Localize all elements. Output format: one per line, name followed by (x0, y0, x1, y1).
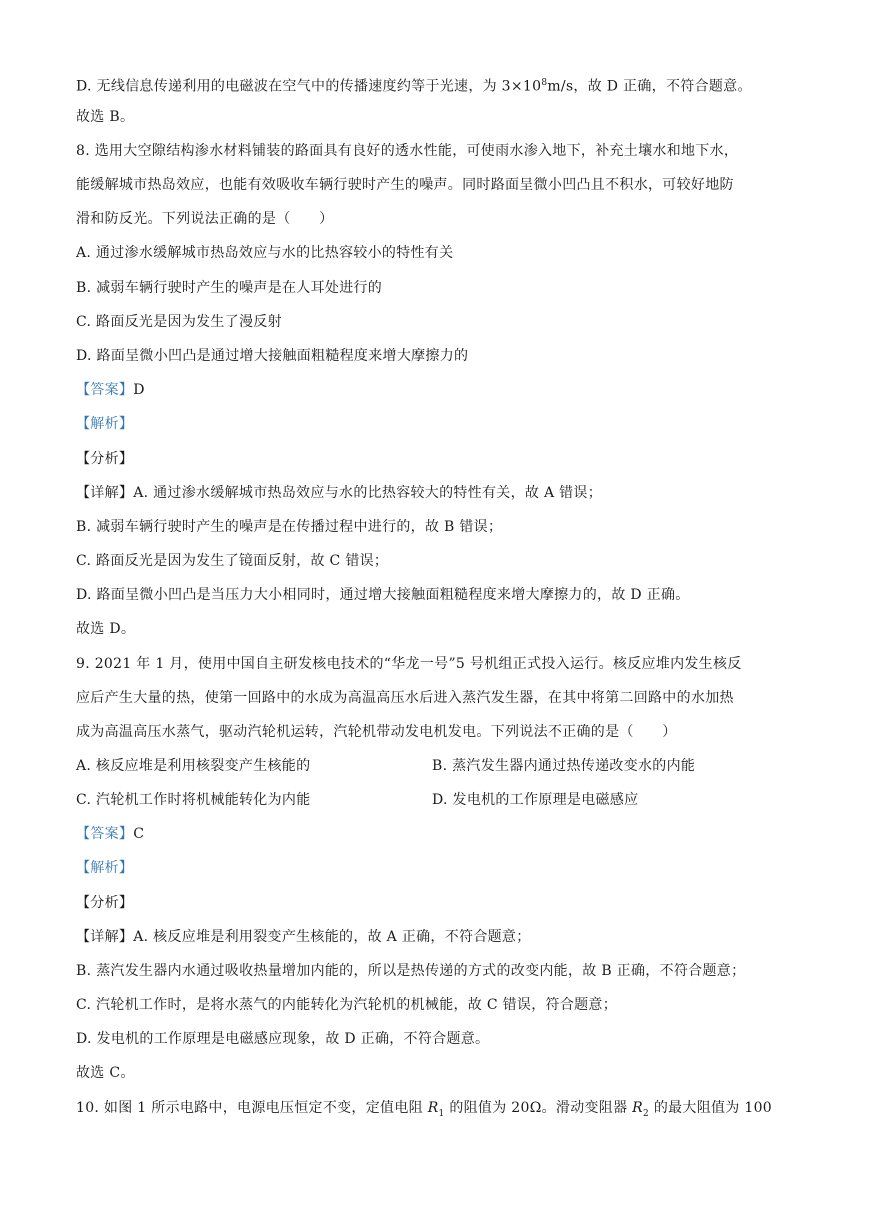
q9-conclusion: 故选 C。 (76, 1065, 135, 1081)
q8-option-a: A. 通过渗水缓解城市热岛效应与水的比热容较小的特性有关 (76, 245, 454, 261)
q8-detail-c: C. 路面反光是因为发生了镜面反射，故 C 错误； (76, 553, 389, 569)
q9-option-a: A. 核反应堆是利用核裂变产生核能的 (76, 758, 311, 774)
q9-detail-d: D. 发电机的工作原理是电磁感应现象，故 D 正确，不符合题意。 (76, 1031, 490, 1047)
q9-option-b: B. 蒸汽发生器内通过热传递改变水的内能 (432, 758, 696, 774)
q9-fenxi: 【分析】 (76, 895, 134, 911)
q8-stem-line-2: 能缓解城市热岛效应，也能有效吸收车辆行驶时产生的噪声。同时路面呈微小凹凸且不积水，可较好地防 (76, 177, 734, 193)
q8-option-c: C. 路面反光是因为发生了漫反射 (76, 314, 282, 330)
q9-stem-line-3: 成为高温高压水蒸气，驱动汽轮机运转，汽轮机带动发电机发电。下列说法不正确的是（ ） (76, 724, 677, 740)
q8-option-b: B. 减弱车辆行驶时产生的噪声是在人耳处进行的 (76, 280, 383, 296)
q9-option-c: C. 汽轮机工作时将机械能转化为内能 (76, 792, 311, 808)
q9-detail-a: 【详解】A. 核反应堆是利用裂变产生核能的，故 A 正确，不符合题意； (76, 929, 531, 945)
q9-stem-line-1: 9. 2021 年 1 月，使用中国自主研发核电技术的“华龙一号”5 号机组正式投入运行。核反应堆内发生核反 (76, 656, 742, 672)
q8-analysis-tag: 【解析】 (76, 416, 134, 432)
q8-detail-a: 【详解】A. 通过渗水缓解城市热岛效应与水的比热容较大的特性有关，故 A 错误； (76, 485, 603, 501)
q8-answer: 【答案】D (76, 382, 145, 398)
q8-stem-line-3: 滑和防反光。下列说法正确的是（ ） (76, 211, 334, 227)
q8-detail-d: D. 路面呈微小凹凸是当压力大小相同时，通过增大接触面粗糙程度来增大摩擦力的，故 D 正确。 (76, 587, 690, 603)
q8-stem-line-1: 8. 选用大空隙结构渗水材料铺装的路面具有良好的透水性能，可使雨水渗入地下，补充土壤水和地下水， (76, 143, 739, 159)
q8-detail-b: B. 减弱车辆行驶时产生的噪声是在传播过程中进行的，故 B 错误； (76, 519, 503, 535)
q7-conclusion: 故选 B。 (76, 109, 135, 125)
q9-analysis-tag: 【解析】 (76, 860, 134, 876)
q9-option-d: D. 发电机的工作原理是电磁感应 (432, 792, 639, 808)
q8-option-d: D. 路面呈微小凹凸是通过增大接触面粗糙程度来增大摩擦力的 (76, 348, 469, 364)
q9-answer: 【答案】C (76, 826, 145, 842)
q9-detail-c: C. 汽轮机工作时，是将水蒸气的内能转化为汽轮机的机械能，故 C 错误，符合题意； (76, 997, 618, 1013)
q7-option-d: D. 无线信息传递利用的电磁波在空气中的传播速度约等于光速，为 $3\times 10^8m/s$，故 D 正确，不符合题意。 (76, 78, 752, 95)
q8-conclusion: 故选 D。 (76, 621, 136, 637)
q10-stem-line-1: 10. 如图 1 所示电路中，电源电压恒定不变，定值电阻 $R_1$ 的阻值为 20Ω。滑动变阻器 $R_2$ 的最大阻值为 100 (76, 1100, 772, 1119)
q8-fenxi: 【分析】 (76, 451, 134, 467)
q9-stem-line-2: 应后产生大量的热，使第一回路中的水成为高温高压水后进入蒸汽发生器，在其中将第二回路中的水加热 (76, 690, 734, 706)
q9-detail-b: B. 蒸汽发生器内水通过吸收热量增加内能的，所以是热传递的方式的改变内能，故 B 正确，不符合题意； (76, 963, 746, 979)
